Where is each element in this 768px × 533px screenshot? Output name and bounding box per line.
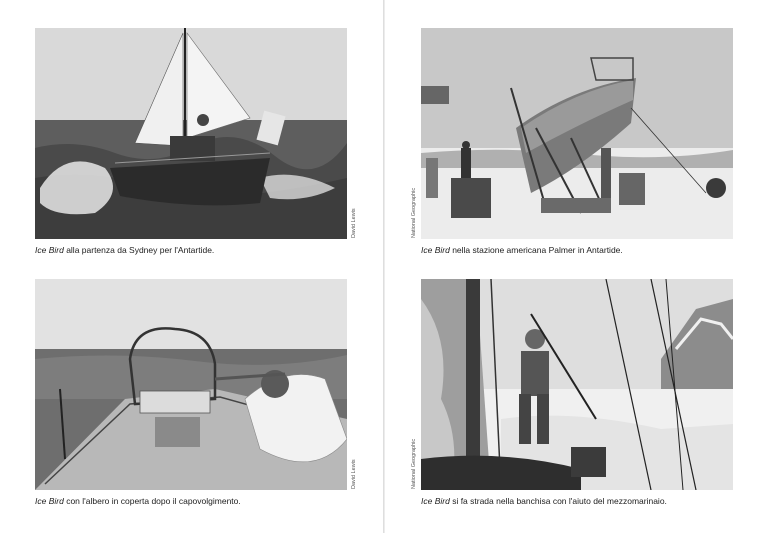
caption-photo-1 <box>35 245 214 255</box>
caption-photo-4 <box>421 496 667 506</box>
book-spine <box>383 0 385 533</box>
photo-credit: National Geographic <box>411 438 417 489</box>
caption-boat-name: Ice Bird <box>421 496 450 506</box>
caption-boat-name: Ice Bird <box>35 496 64 506</box>
photo-deck-after-capsize <box>35 279 347 490</box>
caption-boat-name: Ice Bird <box>35 245 64 255</box>
caption-text: alla partenza da Sydney per l'Antartide. <box>63 245 215 255</box>
photo-credit: David Lewis <box>351 208 357 238</box>
photo-sailboat-departure <box>35 28 347 239</box>
photo-credit: National Geographic <box>411 187 417 238</box>
caption-text: si fa strada nella banchisa con l'aiuto del mezzomarinaio. <box>449 496 667 506</box>
photo-pack-ice-boathook <box>421 279 733 490</box>
photo-boat-palmer-station <box>421 28 733 239</box>
caption-text: con l'albero in coperta dopo il capovolgimento. <box>63 496 241 506</box>
caption-photo-3 <box>35 496 241 506</box>
photo-credit: David Lewis <box>351 459 357 489</box>
caption-text: nella stazione americana Palmer in Antartide. <box>449 245 623 255</box>
caption-boat-name: Ice Bird <box>421 245 450 255</box>
caption-photo-2 <box>421 245 623 255</box>
